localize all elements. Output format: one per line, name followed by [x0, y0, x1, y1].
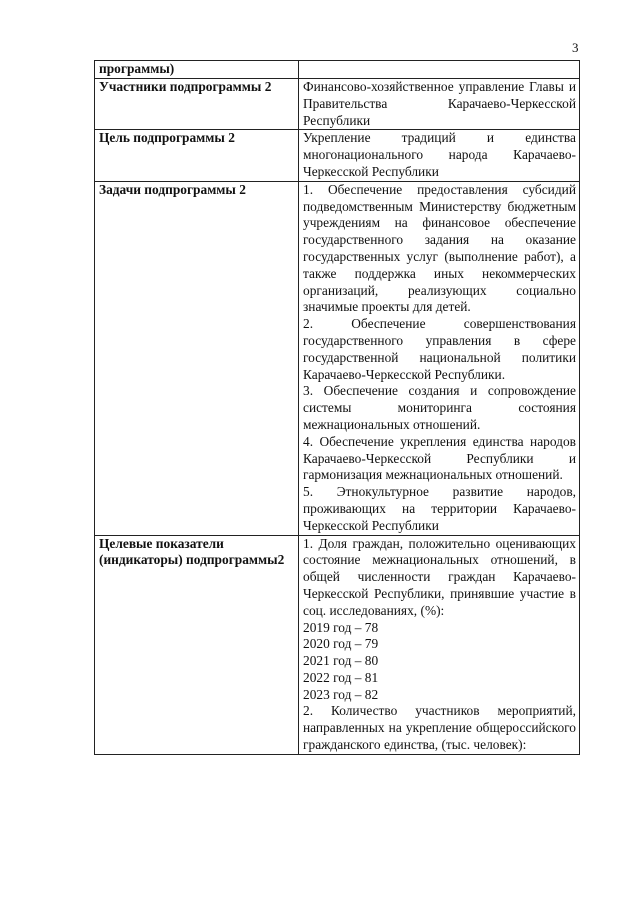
content-paragraph: 4. Обеспечение укрепления единства народов Карачаево-Черкесской Республики и гармонизация межнациональных отношений.	[303, 433, 576, 483]
table-row	[95, 130, 580, 181]
row-content	[299, 61, 580, 79]
content-paragraph: 2020 год – 79	[303, 636, 379, 652]
row-content	[299, 535, 580, 754]
row-label: программы)	[95, 61, 299, 79]
row-label: Задачи подпрограммы 2	[95, 181, 299, 535]
content-paragraph: 1. Доля граждан, положительно оценивающих состояние межнациональных отношений, в общей численности граждан Карачаево-Черкесской Республики, принявшие участие в соц. исследованиях, (%):	[303, 535, 576, 618]
program-passport-table	[94, 60, 580, 755]
content-paragraph: 2019 год – 78	[303, 619, 379, 635]
content-paragraph: Укрепление традиций и единства многонационального народа Карачаево-Черкесской Республики	[303, 130, 576, 179]
row-label: Участники подпрограммы 2	[95, 79, 299, 130]
content-paragraph: 2023 год – 82	[303, 686, 379, 702]
page-number: 3	[572, 40, 579, 55]
content-paragraph: 2. Количество участников мероприятий, направленных на укрепление общероссийского гражданского единства, (тыс. человек):	[303, 703, 576, 753]
content-paragraph: 2021 год – 80	[303, 653, 379, 669]
row-content	[299, 181, 580, 535]
content-paragraph: Финансово-хозяйственное управление Главы и Правительства Карачаево-Черкесской Республики	[303, 79, 576, 128]
table-row	[95, 79, 580, 130]
table-row	[95, 181, 580, 535]
row-label: Цель подпрограммы 2	[95, 130, 299, 181]
row-label: Целевые показатели (индикаторы) подпрограммы2	[95, 535, 299, 754]
content-paragraph: 3. Обеспечение создания и сопровождение системы мониторинга состояния межнациональных отношений.	[303, 383, 576, 432]
table-row	[95, 61, 580, 79]
table-row	[95, 535, 580, 754]
content-paragraph: 2. Обеспечение совершенствования государственного управления в сфере государственной национальной политики Карачаево-Черкесской Республики.	[303, 316, 576, 382]
row-content	[299, 79, 580, 130]
content-paragraph: 5. Этнокультурное развитие народов, проживающих на территории Карачаево-Черкесской Республики	[303, 484, 576, 533]
content-paragraph: 1. Обеспечение предоставления субсидий подведомственным Министерству бюджетным учреждениям на финансовое обеспечение государственного задания на оказание государственных услуг (выполнение работ), а также поддержка иных некоммерческих организаций, реализующих социально значимые проекты для детей.	[303, 181, 576, 315]
content-paragraph: 2022 год – 81	[303, 669, 379, 685]
row-content	[299, 130, 580, 181]
